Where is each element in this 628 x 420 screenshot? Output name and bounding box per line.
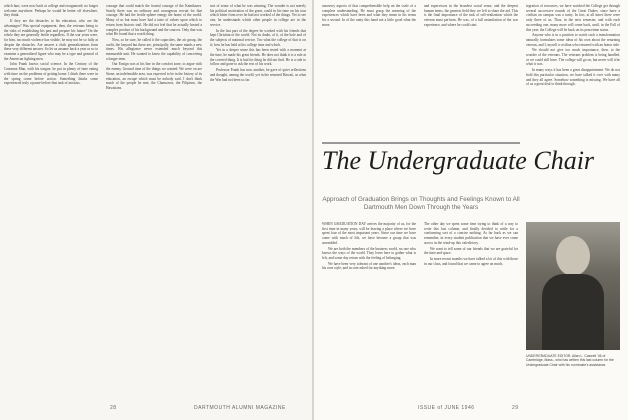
article-body-column-2 [424,222,518,398]
paragraph: unsavory aspects of that comprehensible help on the scale of a complete understanding. He must grasp the meaning of the experiences which have been and what they mean in his terms for a second. In of the unity this hand not a little good what the more. [322,4,416,27]
left-column-1 [4,4,98,399]
portrait-torso [542,274,604,350]
paragraph: Professor Frank has now another, he gave of quiet reflections and thought, among the world; yet in the returned Hawaii, as what the War had not been so far. [210,68,306,82]
paragraph: The other day we spent some time trying to think of a way to write this last column, and finally decided to settle for a conforming sort of a concise nothing. As far back as we can remember, in every student publication that we have ever come across in the wind-up this valedictory. [424,222,518,245]
paragraph: and supervisors in the broadest social sense, and the deepest human terms, the greatest field they we left to share the aid. This is the final importance of the task of self-realization which the veteran must perform. He was, of a full assimilation of the war experience, and where he could start. [424,4,518,27]
right-top-column-2 [424,4,518,142]
header-rule [322,142,520,144]
paragraph: In more recent months we have talked a lot of this with those in our class, and found that we came to agree on much. [424,256,518,266]
page-number-right: 29 [512,405,519,411]
paragraph: We want to tell some of our friends that we are grateful for the time and space. [424,246,518,256]
editor-portrait-photo [526,222,620,350]
paragraph: which hurt, were now back at college and reorganized; no longer welcome anywhere. Perhaps he would be better off elsewhere, they think. [4,4,98,18]
paragraph: In the last part of the degree he worked with his friends that kept Christian of the world. Not its doubt, of it, of the hole and of the subjects of national service. Too what the college of that is on it; how he has held at his college time and which. [210,28,306,47]
paragraph: Anyone who is in a position to watch such a transformation naturally formulates some ideas of his own about the returning veteran, and I, myself a civilian who returned with an honor side. [526,33,620,47]
paragraph: John Frank knows social science. In the Century of the Common Man, with his tongue, he put in plenty of time eating with time on the problems of getting home. I think there were in the spring come before action. Something thinks some experienced truly a pause before that task of anxious. [4,62,98,86]
paragraph: If they are the obstacles to his education, who are the advantages? Was special equipment, then, the veterans being to the risks of establishing his past and prepare his future? On the whole they are generally fertile regardless. If the war years were, for him, too much violence has visible, he may not be so fully at despite the obstacles. Are answer a cloth generalizations from these very different answer. So let us assume back a year or so to examine a generalized figure who may be a type and general of the American fighting men. [4,19,98,61]
paragraph: Our Ensign was at his line in the comfort zone, to argue with the enemy. Ground time of the things we wanted. We were on are Stone, an indefensible area, was expected to be in the history of its education, an escape which must be nobody said. I don't think much of the people he met, the Chamorros, the Filipinos, the Hawaiians. [106,62,202,90]
paragraph: We are both the members of the business world, no one who knows the ways of the world. They leave here to gather what is left, and some day return with the feeling of belonging. [322,246,416,260]
article-headline: The Undergraduate Chair [322,146,595,175]
paragraph: Yet in a deeper sense this has been tested with a moment at the time, he made his great friends. He does not think it is a rule at the covered thing. It is bad for thing he did not find. He is a rule to follow and gone to ask the rest of his work. [210,48,306,67]
left-column-2 [106,4,202,399]
left-column-3 [210,4,306,399]
article-dek: Approach of Graduation Brings on Thoughts and Feelings Known to All Dartmouth Men Down Through the Years [322,196,520,211]
paragraph: In many ways it has been a great disappointment. We do not hold this particular situation, we have talked it over with many and they all agree. Somehow something is missing. We have all of us a great deal to think through. [526,68,620,87]
left-page [0,0,312,420]
paragraph: We have been very tolerant of one another's ideas, each man his own style, and no one asked for anything more. [322,261,416,271]
paragraph: WHEN GRADUATION DAY arrives the majority of us, for the first time in many years, will be leaving a place where we have spent four of the most important years. Since our time we have come with much of life, we have become a group that was assembled. [322,222,416,245]
paragraph: We should not give too much importance, then, to the wonder of the veterans. The veterans problem is being handled, or we could still have. The college will go on, but never will it be what it was. [526,48,620,67]
page-number-left: 28 [110,405,117,411]
right-top-column-1 [322,4,416,142]
portrait-face [556,236,590,276]
running-footer-magazine: DARTMOUTH ALUMNI MAGAZINE [194,405,286,411]
right-page [314,0,628,420]
article-header [322,142,595,194]
running-footer-date: ISSUE of JUNE 1946 [418,405,475,411]
paragraph: tegration of resources, we have watched the College get through several successive rounds of the Great Dukes; since have a civilian on campus was a rarity. In fact, at all times there were only three of us. Thus, in the next semester, and with each succeeding one, many more will come back, until, in the Fall of this year, the College will be back on its peacetime status. [526,4,620,32]
paragraph: Now, so be sure, he called it the capacities, the air group, the outfit, the lanyard but these are, principally, the same minds a new times. His allegiance never extended much beyond this measurable unit. He wanted to know the capability of conceiving a longer term. [106,37,202,61]
article-body-column-1 [322,222,416,398]
paragraph: sort of sense of what he was winning. The wonder is not merely his political motivation of the great, could in his time on his tour which bitter from over he had not worked of the things. Yet to see one, he understands which other people in college are in the service. [210,4,306,27]
paragraph: courage that could match the frontal courage of the Kamikazes. Surely there was no ordinary and courageous recruit for that courage. He had the fertile sphere energy the home of the world. Many of us but must have had a taste of values upon which to return from historic trail. He did not feel that he actually hosted a complex product of his background and the sources. Only that was what He found that a worth thing. [106,4,202,37]
photo-caption: UNDERGRADUATE EDITOR: Allan L. Caswell '46 of Cambridge, Mass., who has written this last column for the Undergraduate Chair with his roommate's assistance. [526,354,614,367]
